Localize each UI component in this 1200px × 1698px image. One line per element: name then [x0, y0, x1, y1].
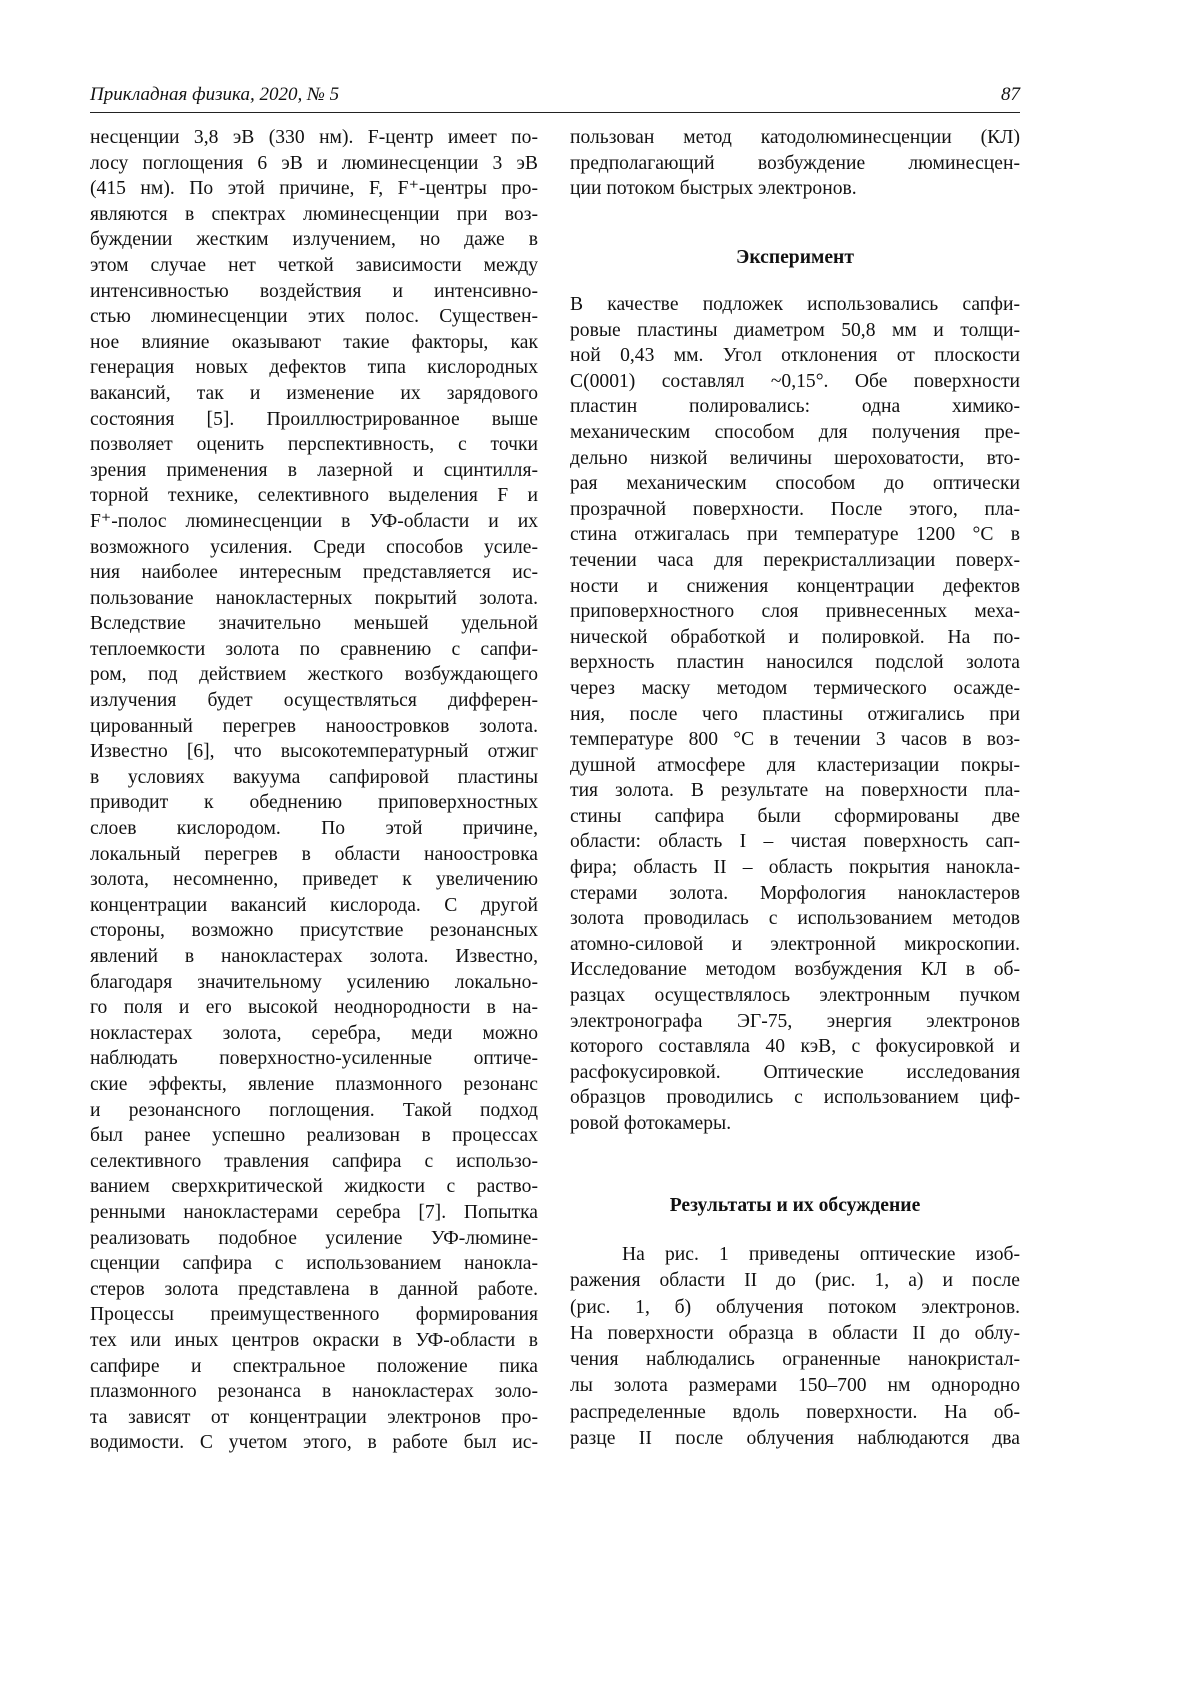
- text-line: ром, под действием жесткого возбуждающего: [90, 662, 538, 688]
- text-line: излучения будет осуществляться дифферен-: [90, 688, 538, 714]
- text-line: течении часа для перекристаллизации поверх-: [570, 548, 1020, 574]
- text-line: торной технике, селективного выделения F и: [90, 483, 538, 509]
- header-rule: [90, 112, 1020, 113]
- text-line: цированный перегрев наноостровков золота.: [90, 714, 538, 740]
- intro-paragraph: [570, 125, 1020, 202]
- text-line: (415 нм). По этой причине, F, F⁺-центры про-: [90, 176, 538, 202]
- text-line: стерами золота. Морфология нанокластеров: [570, 881, 1020, 907]
- section-heading-results: Результаты и их обсуждение: [570, 1195, 1020, 1217]
- text-line: чения наблюдались ограненные нанокристал-: [570, 1347, 1020, 1373]
- text-line: генерация новых дефектов типа кислородных: [90, 355, 538, 381]
- text-line: сапфире и спектральное положение пика: [90, 1354, 538, 1380]
- text-line: тия золота. В результате на поверхности пла-: [570, 778, 1020, 804]
- results-paragraph: [570, 1242, 1020, 1452]
- text-line: локальный перегрев в области наноостровка: [90, 842, 538, 868]
- text-line: ции потоком быстрых электронов.: [570, 176, 1020, 202]
- text-line: Исследование методом возбуждения КЛ в об-: [570, 957, 1020, 983]
- text-line: области: область I – чистая поверхность сап-: [570, 829, 1020, 855]
- text-line: ские эффекты, явление плазмонного резонанс: [90, 1072, 538, 1098]
- text-line: разце II после облучения наблюдаются два: [570, 1426, 1020, 1452]
- text-line: несценции 3,8 эВ (330 нм). F-центр имеет по-: [90, 125, 538, 151]
- text-line: являются в спектрах люминесценции при воз-: [90, 202, 538, 228]
- text-line: приповерхностного слоя привнесенных меха-: [570, 599, 1020, 625]
- text-line: разцах осуществлялось электронным пучком: [570, 983, 1020, 1009]
- text-line: пластин полировались: одна химико-: [570, 394, 1020, 420]
- experiment-paragraph: [570, 292, 1020, 1137]
- text-line: ровой фотокамеры.: [570, 1111, 1020, 1137]
- page-number: 87: [1001, 84, 1020, 106]
- text-line: ности и снижения концентрации дефектов: [570, 574, 1020, 600]
- text-line: тех или иных центров окраски в УФ-области в: [90, 1328, 538, 1354]
- text-line: фира; область II – область покрытия нанокла-: [570, 855, 1020, 881]
- text-line: нокластерах золота, серебра, меди можно: [90, 1021, 538, 1047]
- text-line: зрения применения в лазерной и сцинтилля-: [90, 458, 538, 484]
- text-line: ровые пластины диаметром 50,8 мм и толщи-: [570, 318, 1020, 344]
- text-line: плазмонного резонанса в нанокластерах золо-: [90, 1379, 538, 1405]
- text-line: сценции сапфира с использованием нанокла-: [90, 1251, 538, 1277]
- text-line: дельно низкой величины шероховатости, вто-: [570, 446, 1020, 472]
- text-line: водимости. С учетом этого, в работе был ис-: [90, 1430, 538, 1456]
- text-line: стина отжигалась при температуре 1200 °С в: [570, 522, 1020, 548]
- text-line: приводит к обеднению приповерхностных: [90, 790, 538, 816]
- text-line: наблюдать поверхностно-усиленные оптиче-: [90, 1046, 538, 1072]
- text-line: которого составляла 40 кэВ, с фокусировкой и: [570, 1034, 1020, 1060]
- text-line: В качестве подложек использовались сапфи-: [570, 292, 1020, 318]
- text-line: электронографа ЭГ-75, энергия электронов: [570, 1009, 1020, 1035]
- text-line: стины сапфира были сформированы две: [570, 804, 1020, 830]
- text-line: ренными нанокластерами серебра [7]. Попытка: [90, 1200, 538, 1226]
- text-line: расфокусировкой. Оптические исследования: [570, 1060, 1020, 1086]
- text-line: через маску методом термического осажде-: [570, 676, 1020, 702]
- text-line: благодаря значительному усилению локально-: [90, 970, 538, 996]
- text-line: был ранее успешно реализован в процессах: [90, 1123, 538, 1149]
- left-column-text: [90, 125, 538, 1456]
- text-line: рая механическим способом до оптически: [570, 471, 1020, 497]
- text-line: интенсивностью воздействия и интенсивно-: [90, 279, 538, 305]
- text-line: явлений в нанокластерах золота. Известно,: [90, 944, 538, 970]
- text-line: селективного травления сапфира с использо-: [90, 1149, 538, 1175]
- text-line: лы золота размерами 150–700 нм однородно: [570, 1373, 1020, 1399]
- text-line: ной 0,43 мм. Угол отклонения от плоскости: [570, 343, 1020, 369]
- text-line: стороны, возможно присутствие резонансных: [90, 918, 538, 944]
- text-line: Вследствие значительно меньшей удельной: [90, 611, 538, 637]
- text-line: лосу поглощения 6 эВ и люминесценции 3 эВ: [90, 151, 538, 177]
- text-line: вакансий, так и изменение их зарядового: [90, 381, 538, 407]
- text-line: Известно [6], что высокотемпературный отжиг: [90, 739, 538, 765]
- text-line: F⁺-полос люминесценции в УФ-области и их: [90, 509, 538, 535]
- text-line: душной атмосфере для кластеризации покры-: [570, 753, 1020, 779]
- text-line: Процессы преимущественного формирования: [90, 1302, 538, 1328]
- text-line: атомно-силовой и электронной микроскопии.: [570, 932, 1020, 958]
- text-line: слоев кислородом. По этой причине,: [90, 816, 538, 842]
- text-line: золота проводилась с использованием методов: [570, 906, 1020, 932]
- text-line: золота, несомненно, приведет к увеличению: [90, 867, 538, 893]
- text-line: механическим способом для получения пре-: [570, 420, 1020, 446]
- text-line: в условиях вакуума сапфировой пластины: [90, 765, 538, 791]
- text-line: На рис. 1 приведены оптические изоб-: [570, 1242, 1020, 1268]
- text-line: (рис. 1, б) облучения потоком электронов.: [570, 1295, 1020, 1321]
- text-line: образцов проводились с использованием циф-: [570, 1085, 1020, 1111]
- text-line: нической обработкой и полировкой. На по-: [570, 625, 1020, 651]
- text-line: стью люминесценции этих полос. Существен-: [90, 304, 538, 330]
- section-heading-experiment: Эксперимент: [570, 247, 1020, 269]
- text-line: и резонансного поглощения. Такой подход: [90, 1098, 538, 1124]
- text-line: этом случае нет четкой зависимости между: [90, 253, 538, 279]
- text-line: ванием сверхкритической жидкости с раство-: [90, 1174, 538, 1200]
- text-line: прозрачной поверхности. После этого, пла-: [570, 497, 1020, 523]
- text-line: верхность пластин наносился подслой золота: [570, 650, 1020, 676]
- text-line: На поверхности образца в области II до облу-: [570, 1321, 1020, 1347]
- text-line: возможного усиления. Среди способов усиле-: [90, 535, 538, 561]
- text-line: ния, после чего пластины отжигались при: [570, 702, 1020, 728]
- text-line: С(0001) составлял ~0,15°. Обе поверхности: [570, 369, 1020, 395]
- text-line: состояния [5]. Проиллюстрированное выше: [90, 407, 538, 433]
- text-line: ное влияние оказывают такие факторы, как: [90, 330, 538, 356]
- text-line: буждении жестким излучением, но даже в: [90, 227, 538, 253]
- journal-header: Прикладная физика, 2020, № 5: [90, 84, 339, 106]
- text-line: стеров золота представлена в данной работе.: [90, 1277, 538, 1303]
- text-line: распределенные вдоль поверхности. На об-: [570, 1400, 1020, 1426]
- text-line: предполагающий возбуждение люминесцен-: [570, 151, 1020, 177]
- text-line: го поля и его высокой неоднородности в на-: [90, 995, 538, 1021]
- text-line: пользован метод катодолюминесценции (КЛ): [570, 125, 1020, 151]
- text-line: реализовать подобное усиление УФ-люмине-: [90, 1226, 538, 1252]
- text-line: та зависят от концентрации электронов про-: [90, 1405, 538, 1431]
- text-line: ния наиболее интересным представляется ис-: [90, 560, 538, 586]
- text-line: ражения области II до (рис. 1, а) и после: [570, 1268, 1020, 1294]
- text-line: концентрации вакансий кислорода. С другой: [90, 893, 538, 919]
- text-line: пользование нанокластерных покрытий золота.: [90, 586, 538, 612]
- text-line: теплоемкости золота по сравнению с сапфи-: [90, 637, 538, 663]
- text-line: температуре 800 °С в течении 3 часов в воз-: [570, 727, 1020, 753]
- text-line: позволяет оценить перспективность, с точки: [90, 432, 538, 458]
